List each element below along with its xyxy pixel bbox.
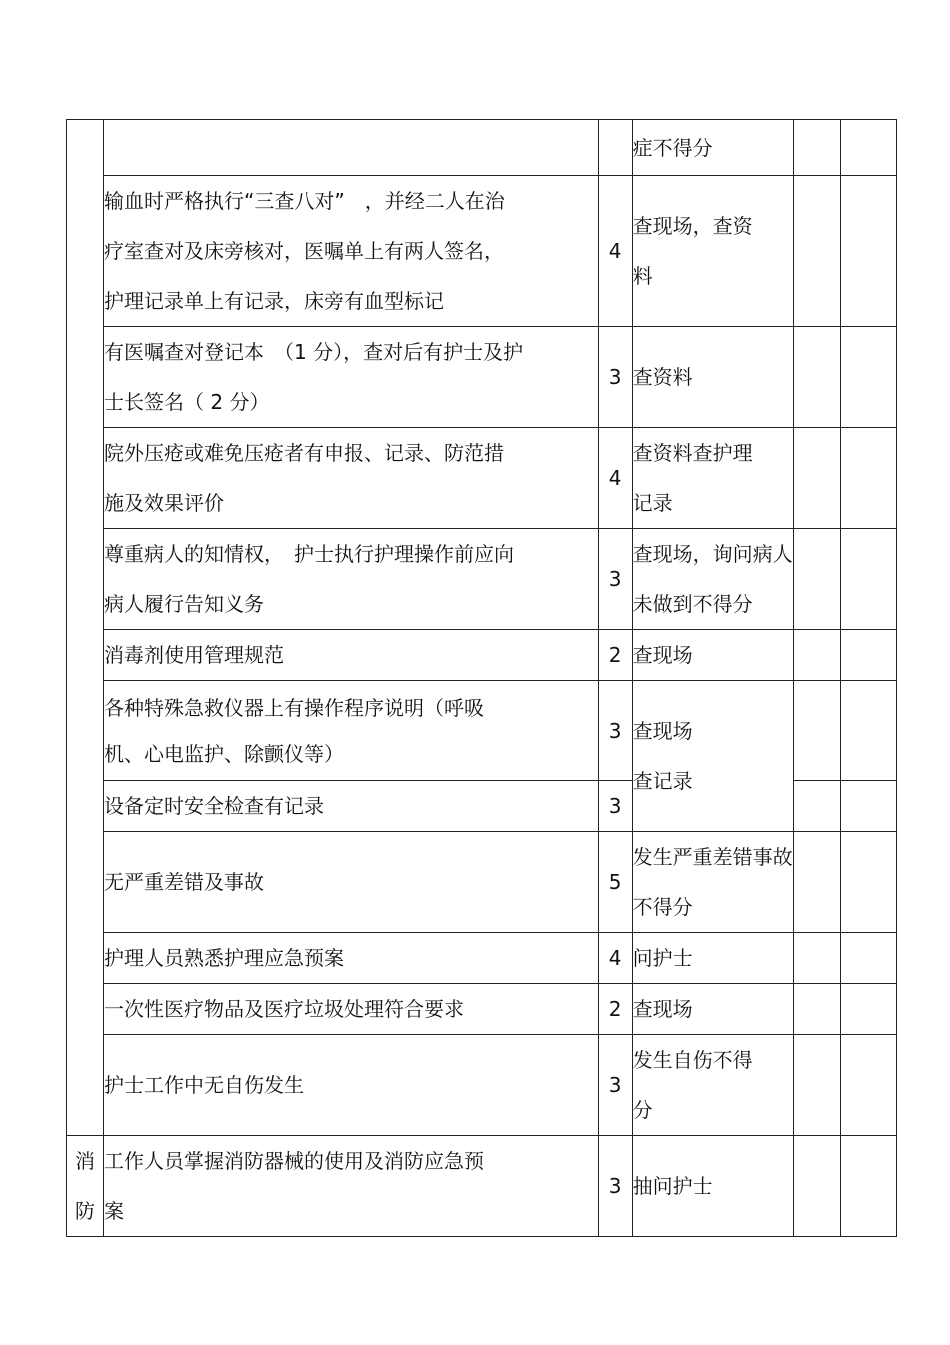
table-row [67,327,897,428]
table-row [67,933,897,984]
blank-cell [840,1136,896,1237]
blank-cell [793,832,840,933]
blank-cell [793,428,840,529]
score-cell [598,120,632,176]
item-cell: 院外压疮或难免压疮者有申报、记录、防范措 施及效果评价 [104,428,599,529]
method-cell: 发生自伤不得 分 [632,1035,793,1136]
score-cell: 3 [598,781,632,832]
method-cell: 查现场，查资 料 [632,176,793,327]
method-cell: 症不得分 [632,120,793,176]
table-row [67,984,897,1035]
method-cell: 查现场，询问病人 未做到不得分 [632,529,793,630]
blank-cell [840,529,896,630]
blank-cell [840,681,896,781]
method-cell: 查资料 [632,327,793,428]
blank-cell [840,327,896,428]
score-cell: 4 [598,933,632,984]
blank-cell [840,428,896,529]
item-cell [104,120,599,176]
blank-cell [840,832,896,933]
item-cell: 工作人员掌握消防器械的使用及消防应急预 案 [104,1136,599,1237]
method-cell: 抽问护士 [632,1136,793,1237]
category-cell-empty [67,120,104,1136]
table-row [67,832,897,933]
blank-cell [793,984,840,1035]
item-cell: 护理人员熟悉护理应急预案 [104,933,599,984]
table-row [67,120,897,176]
table-row [67,630,897,681]
blank-cell [840,781,896,832]
blank-cell [840,120,896,176]
blank-cell [793,781,840,832]
method-cell: 查现场 查记录 [632,681,793,832]
blank-cell [793,681,840,781]
category-cell-fire: 消 防 [67,1136,104,1237]
score-cell: 2 [598,984,632,1035]
method-cell: 问护士 [632,933,793,984]
score-cell: 5 [598,832,632,933]
score-cell: 2 [598,630,632,681]
blank-cell [840,933,896,984]
inspection-table [66,119,897,1237]
item-cell: 一次性医疗物品及医疗垃圾处理符合要求 [104,984,599,1035]
blank-cell [793,529,840,630]
blank-cell [840,176,896,327]
method-cell: 查资料查护理 记录 [632,428,793,529]
method-cell: 发生严重差错事故 不得分 [632,832,793,933]
method-cell: 查现场 [632,984,793,1035]
item-cell: 消毒剂使用管理规范 [104,630,599,681]
score-cell: 4 [598,428,632,529]
blank-cell [793,933,840,984]
item-cell: 输血时严格执行“三查八对” ，并经二人在治 疗室查对及床旁核对，医嘱单上有两人签名， 护理记录单上有记录，床旁有血型标记 [104,176,599,327]
score-cell: 3 [598,1136,632,1237]
blank-cell [793,327,840,428]
score-cell: 3 [598,1035,632,1136]
score-cell: 3 [598,529,632,630]
blank-cell [793,630,840,681]
blank-cell [793,120,840,176]
item-cell: 无严重差错及事故 [104,832,599,933]
score-cell: 3 [598,681,632,781]
blank-cell [840,984,896,1035]
score-cell: 3 [598,327,632,428]
table-row [67,176,897,327]
blank-cell [793,1035,840,1136]
blank-cell [793,1136,840,1237]
item-cell: 尊重病人的知情权， 护士执行护理操作前应向 病人履行告知义务 [104,529,599,630]
table-row [67,529,897,630]
table-row [67,1136,897,1237]
item-cell: 各种特殊急救仪器上有操作程序说明（呼吸 机、心电监护、除颤仪等） [104,681,599,781]
item-cell: 设备定时安全检查有记录 [104,781,599,832]
method-cell: 查现场 [632,630,793,681]
score-cell: 4 [598,176,632,327]
blank-cell [793,176,840,327]
item-cell: 护士工作中无自伤发生 [104,1035,599,1136]
table-row [67,1035,897,1136]
blank-cell [840,630,896,681]
table-row [67,681,897,781]
item-cell: 有医嘱查对登记本 （1 分），查对后有护士及护 士长签名（ 2 分） [104,327,599,428]
table-row [67,428,897,529]
blank-cell [840,1035,896,1136]
